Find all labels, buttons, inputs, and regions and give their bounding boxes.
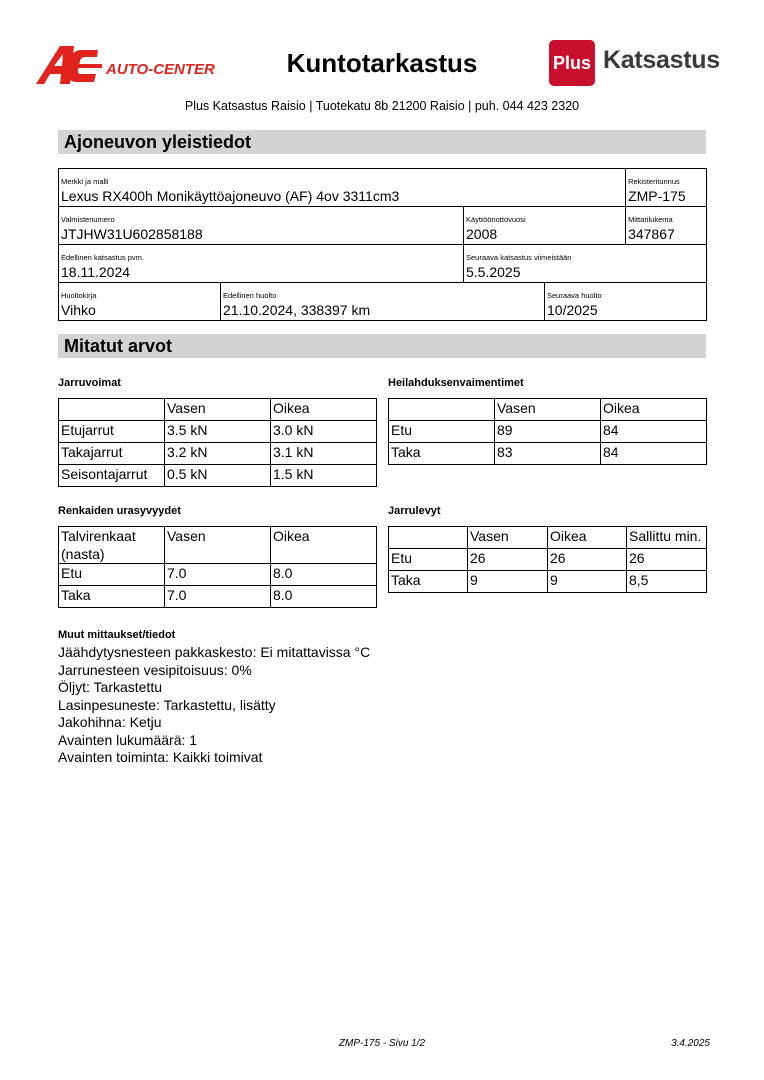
- table-cell: Taka: [59, 586, 165, 608]
- header-cell: [389, 527, 468, 549]
- table-cell: 89: [495, 421, 601, 443]
- prev-service-cell: [221, 283, 545, 321]
- section-title-measured: Mitatut arvot: [58, 334, 706, 358]
- table-header-row: [389, 399, 707, 421]
- table-row: [59, 465, 377, 487]
- info-row: [59, 283, 707, 321]
- table-cell: 9: [468, 571, 548, 593]
- info-row: [59, 245, 707, 283]
- table-cell: 26: [548, 549, 627, 571]
- auto-center-text: AUTO-CENTER: [106, 61, 215, 78]
- odometer-cell: [626, 207, 707, 245]
- table-row: [59, 564, 377, 586]
- table-header-row: [59, 399, 377, 421]
- next-service-value: 10/2025: [547, 302, 598, 318]
- table-cell: 0.5 kN: [165, 465, 271, 487]
- info-row: [59, 207, 707, 245]
- tires-title: Renkaiden urasyvyydet: [58, 505, 181, 517]
- service-book-value: Vihko: [61, 302, 96, 318]
- table-cell: 9: [548, 571, 627, 593]
- table-cell: 8.0: [271, 586, 377, 608]
- info-row: [59, 169, 707, 207]
- make-model-label: Merkki ja malli: [61, 177, 109, 186]
- vin-cell: [59, 207, 464, 245]
- table-cell: 7.0: [165, 564, 271, 586]
- header-cell: [389, 399, 495, 421]
- station-address: Plus Katsastus Raisio | Tuotekatu 8b 21200 Raisio | puh. 044 423 2320: [184, 99, 580, 113]
- prev-inspection-value: 18.11.2024: [61, 264, 131, 280]
- registration-value: ZMP-175: [628, 188, 686, 204]
- table-cell: Taka: [389, 571, 468, 593]
- make-model-cell: [59, 169, 626, 207]
- table-cell: Etu: [59, 564, 165, 586]
- brakes-table: [58, 398, 377, 487]
- list-item: Avainten toiminta: Kaikki toimivat: [58, 749, 263, 765]
- vin-value: JTJHW31U602858188: [61, 226, 203, 242]
- plus-katsastus-logo: [547, 38, 729, 90]
- prev-inspection-label: Edellinen katsastus pvm.: [61, 253, 144, 262]
- list-item: Öljyt: Tarkastettu: [58, 679, 163, 695]
- header-cell: Sallittu min.: [627, 527, 707, 549]
- header-cell: [59, 399, 165, 421]
- table-cell: 84: [601, 443, 707, 465]
- list-item: Jakohihna: Ketju: [58, 714, 162, 730]
- first-use-value: 2008: [466, 226, 498, 242]
- shocks-table: [388, 398, 707, 465]
- list-item: Jäähdytysnesteen pakkaskesto: Ei mitattavissa °C: [58, 644, 371, 660]
- header-cell: Vasen: [165, 527, 271, 564]
- prev-inspection-cell: [59, 245, 464, 283]
- table-cell: 83: [495, 443, 601, 465]
- list-item: Avainten lukumäärä: 1: [58, 731, 198, 748]
- table-row: [389, 549, 707, 571]
- odometer-value: 347867: [628, 226, 675, 242]
- table-header-row: [389, 527, 707, 549]
- table-cell: Etujarrut: [59, 421, 165, 443]
- table-cell: 7.0: [165, 586, 271, 608]
- table-cell: 3.5 kN: [165, 421, 271, 443]
- page-footer: ZMP-175 - Sivu 1/2: [338, 1038, 426, 1049]
- table-cell: 1.5 kN: [271, 465, 377, 487]
- discs-title: Jarrulevyt: [388, 505, 441, 517]
- other-measurements-list: [58, 644, 370, 767]
- table-cell: 8,5: [627, 571, 707, 593]
- header-cell: Talvirenkaat (nasta): [59, 527, 165, 564]
- table-cell: Etu: [389, 549, 468, 571]
- header-cell: Vasen: [165, 399, 271, 421]
- section-title-general: Ajoneuvon yleistiedot: [58, 130, 706, 154]
- header-cell: Oikea: [601, 399, 707, 421]
- header-cell: Vasen: [495, 399, 601, 421]
- shocks-title: Heilahduksenvaimentimet: [388, 377, 524, 389]
- table-row: [389, 421, 707, 443]
- table-row: [59, 586, 377, 608]
- header-cell: Oikea: [271, 399, 377, 421]
- table-cell: Seisontajarrut: [59, 465, 165, 487]
- next-service-label: Seuraava huolto: [547, 291, 602, 300]
- katsastus-word: Katsastus: [603, 46, 720, 74]
- table-row: [59, 421, 377, 443]
- registration-cell: [626, 169, 707, 207]
- table-cell: 26: [468, 549, 548, 571]
- table-row: [59, 443, 377, 465]
- tires-table: [58, 526, 377, 608]
- list-item: Lasinpesuneste: Tarkastettu, lisätty: [58, 696, 276, 713]
- next-service-cell: [545, 283, 707, 321]
- table-cell: 84: [601, 421, 707, 443]
- table-cell: 3.2 kN: [165, 443, 271, 465]
- next-inspection-cell: [464, 245, 707, 283]
- brakes-title: Jarruvoimat: [58, 377, 121, 389]
- table-cell: 26: [627, 549, 707, 571]
- vin-label: Valmistenumero: [61, 215, 115, 224]
- registration-label: Rekisteritunnus: [628, 177, 680, 186]
- header-cell: Oikea: [548, 527, 627, 549]
- next-inspection-label: Seuraava katsastus viimeistään: [466, 253, 572, 262]
- other-title: Muut mittaukset/tiedot: [58, 629, 176, 641]
- table-row: [389, 443, 707, 465]
- first-use-label: Käyttöönottovuosi: [466, 215, 526, 224]
- table-cell: 3.0 kN: [271, 421, 377, 443]
- table-cell: Etu: [389, 421, 495, 443]
- table-row: [389, 571, 707, 593]
- make-model-value: Lexus RX400h Monikäyttöajoneuvo (AF) 4ov 3311cm3: [61, 188, 400, 204]
- next-inspection-value: 5.5.2025: [466, 264, 521, 280]
- first-use-cell: [464, 207, 626, 245]
- list-item: Jarrunesteen vesipitoisuus: 0%: [58, 661, 252, 678]
- footer-date: 3.4.2025: [671, 1038, 710, 1049]
- header-cell: Vasen: [468, 527, 548, 549]
- document-title: Kuntotarkastus: [286, 48, 478, 78]
- service-book-cell: [59, 283, 221, 321]
- header-cell: Oikea: [271, 527, 377, 564]
- prev-service-label: Edellinen huolto: [223, 291, 277, 300]
- table-cell: 3.1 kN: [271, 443, 377, 465]
- table-cell: 8.0: [271, 564, 377, 586]
- prev-service-value: 21.10.2024, 338397 km: [223, 302, 371, 318]
- table-cell: Taka: [389, 443, 495, 465]
- table-header-row: [59, 527, 377, 564]
- plus-badge: Plus: [547, 38, 597, 88]
- discs-table: [388, 526, 707, 593]
- table-cell: Takajarrut: [59, 443, 165, 465]
- service-book-label: Huoltokirja: [61, 291, 97, 300]
- odometer-label: Mittarilukema: [628, 215, 673, 224]
- vehicle-info-table: [58, 168, 707, 321]
